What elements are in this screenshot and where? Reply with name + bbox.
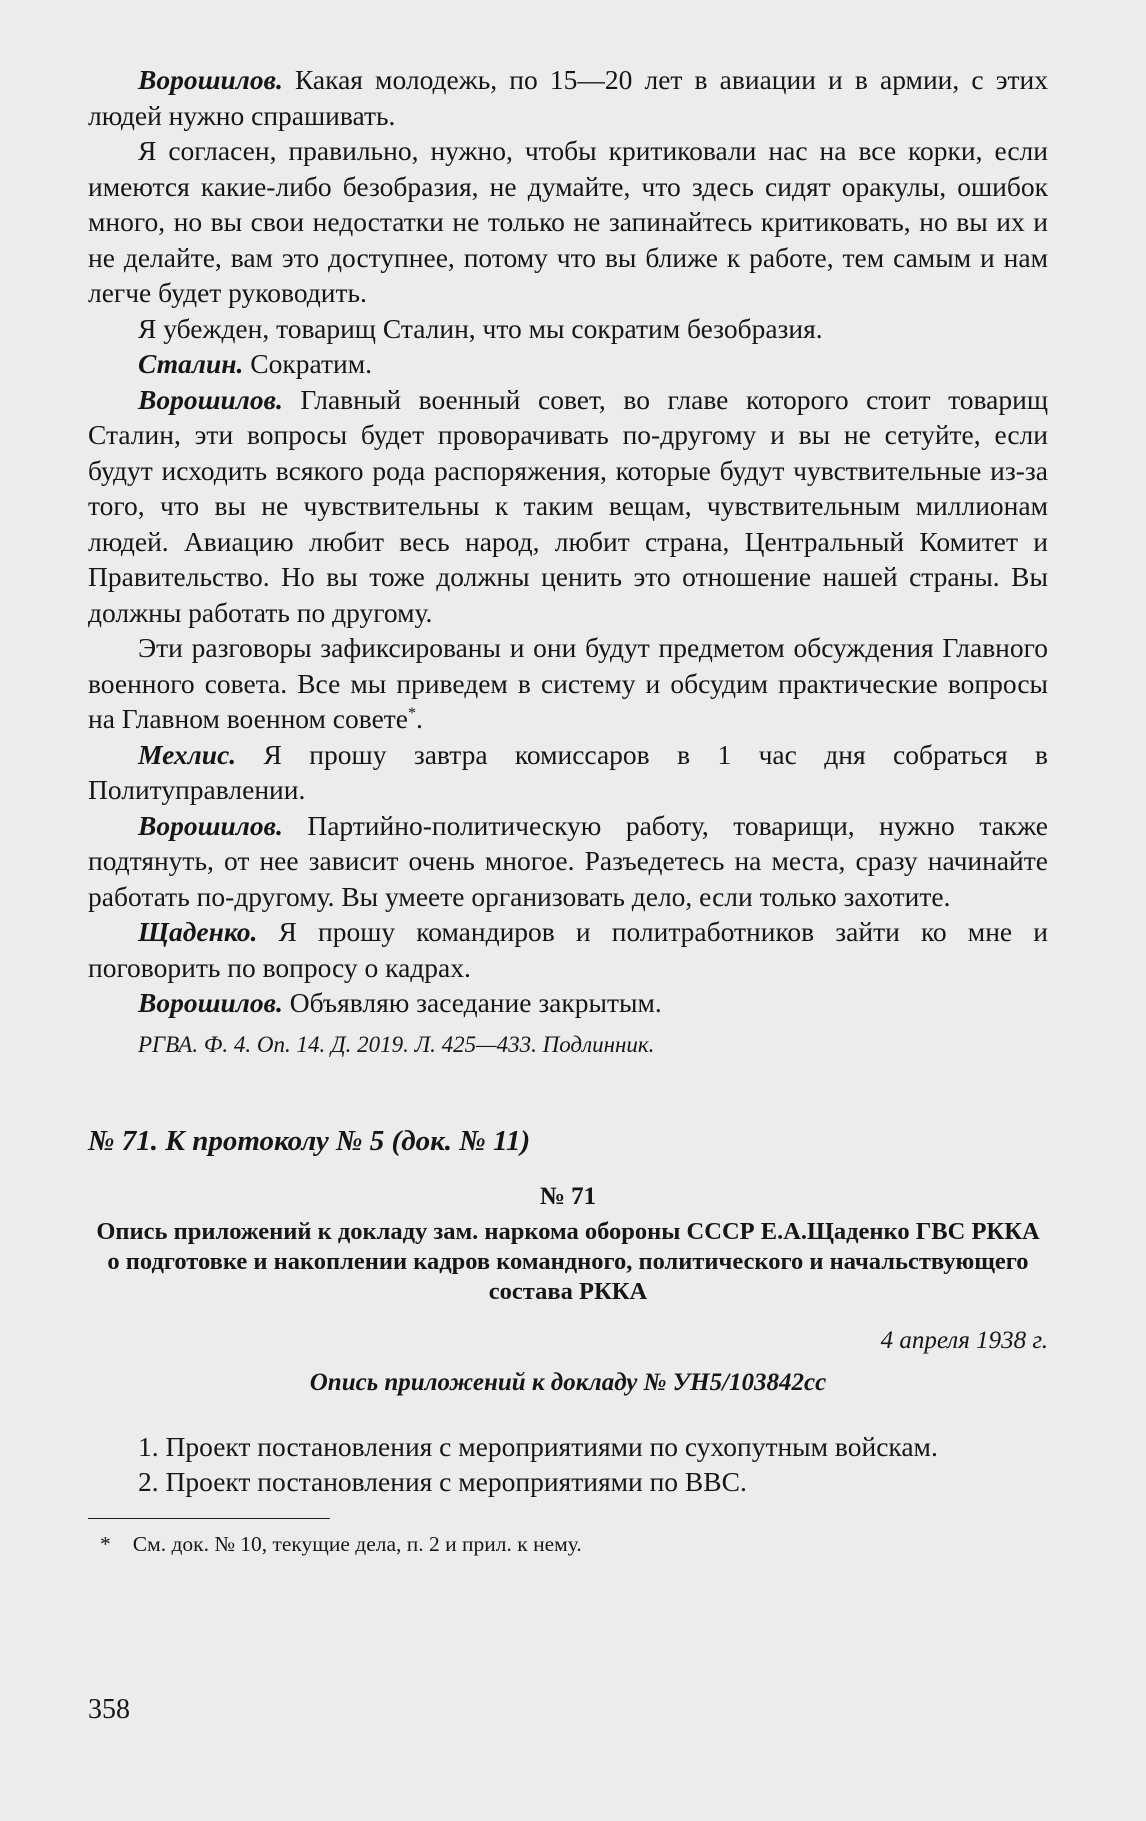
footnote-divider: [88, 1518, 330, 1519]
paragraph-critique: [88, 133, 1048, 311]
footnote-text: См. док. № 10, текущие дела, п. 2 и прил. к нему.: [132, 1531, 582, 1556]
speaker-name: Мехлис.: [138, 738, 237, 770]
speech-text: Главный военный совет, во главе которого стоит товарищ Сталин, эти вопросы будет проворачивать по-другому и вы не сетуйте, если будут исходить всякого рода распоряжения, которые будут чувствительные из-за того, что вы не чувствительны к таким вещам, чувствительным миллионам людей. Авиацию любит весь народ, любит страна, Центральный Комитет и Правительство. Но вы тоже должны ценить это отношение нашей страны. Вы должны работать по другому.: [88, 383, 1048, 628]
speaker-name: Щаденко.: [138, 916, 258, 947]
footnote-mark: *: [100, 1531, 111, 1556]
paragraph-voroshilov-2: [88, 382, 1048, 631]
footnote: [88, 1529, 1048, 1559]
speech-text: Партийно-политическую работу, товарищи, нужно также подтянуть, от нее зависит очень многое. Разъедетесь на места, сразу начинайте работать по-другому. Вы умеете организовать дело, если только захотите.: [88, 809, 1048, 912]
paragraph-closing: [88, 985, 1048, 1021]
paragraph-recorded: [88, 630, 1048, 737]
speaker-name: Сталин.: [138, 348, 244, 379]
document-date: 4 апреля 1938 г.: [880, 1326, 1048, 1354]
speech-text: Сократим.: [243, 348, 373, 379]
speech-text: Какая молодежь, по 15—20 лет в авиации и в армии, с этих людей нужно спрашивать.: [88, 64, 1048, 131]
speech-text: Объявляю заседание закрытым.: [282, 987, 662, 1018]
archive-source-note: РГВА. Ф. 4. Оп. 14. Д. 2019. Л. 425—433. Подлинник.: [138, 1031, 655, 1057]
document-title: Опись приложений к докладу зам. наркома обороны СССР Е.А.Щаденко ГВС РККА о подготовке и накоплении кадров командного, политического и начальствующего состава РККА: [96, 1217, 1040, 1305]
paragraph-voroshilov-3: [88, 808, 1048, 915]
document-heading: № 71. К протоколу № 5 (док. № 11): [88, 1124, 531, 1157]
speech-text: Я согласен, правильно, нужно, чтобы критиковали нас на все корки, если имеются какие-либо безобразия, не думайте, что здесь сидят оракулы, ошибок много, но вы свои недостатки не только не запинайтесь критиковать, но вы их и не делайте, вам это доступнее, потому что вы ближе к работе, тем самым и нам легче будет руководить.: [88, 135, 1048, 308]
footnote-reference: *: [408, 704, 416, 722]
speech-text: Я прошу командиров и политработников зайти ко мне и поговорить по вопросу о кадрах.: [88, 916, 1048, 983]
appendix-list: [88, 1429, 1048, 1500]
paragraph-voroshilov-1: [88, 62, 1048, 133]
speech-text: Эти разговоры зафиксированы и они будут предметом обсуждения Главного военного совета. Все мы приведем в систему и обсудим практические вопросы на Главном военном совете: [88, 632, 1048, 734]
speech-text: Я прошу завтра комиссаров в 1 час дня собраться в Политуправлении.: [88, 738, 1048, 805]
paragraph-stalin: [88, 346, 1048, 382]
document-number: № 71: [539, 1182, 597, 1210]
list-item: 2. Проект постановления с мероприятиями по ВВС.: [138, 1466, 747, 1497]
speaker-name: Ворошилов.: [138, 64, 283, 95]
page-number: 358: [88, 1694, 130, 1725]
paragraph-mekhlis: [88, 737, 1048, 808]
page-content: [88, 62, 1048, 1559]
inventory-title: Опись приложений к докладу № УН5/103842сс: [309, 1368, 827, 1396]
speech-text: Я убежден, товарищ Сталин, что мы сократим безобразия.: [138, 312, 823, 344]
speaker-name: Ворошилов.: [138, 383, 283, 415]
list-item: 1. Проект постановления с мероприятиями по сухопутным войскам.: [138, 1430, 938, 1462]
speaker-name: Ворошилов.: [138, 987, 283, 1018]
paragraph-conviction: [88, 311, 1048, 347]
paragraph-shchadenko: [88, 914, 1048, 985]
speech-text-end: .: [416, 703, 423, 734]
speaker-name: Ворошилов.: [138, 809, 283, 841]
